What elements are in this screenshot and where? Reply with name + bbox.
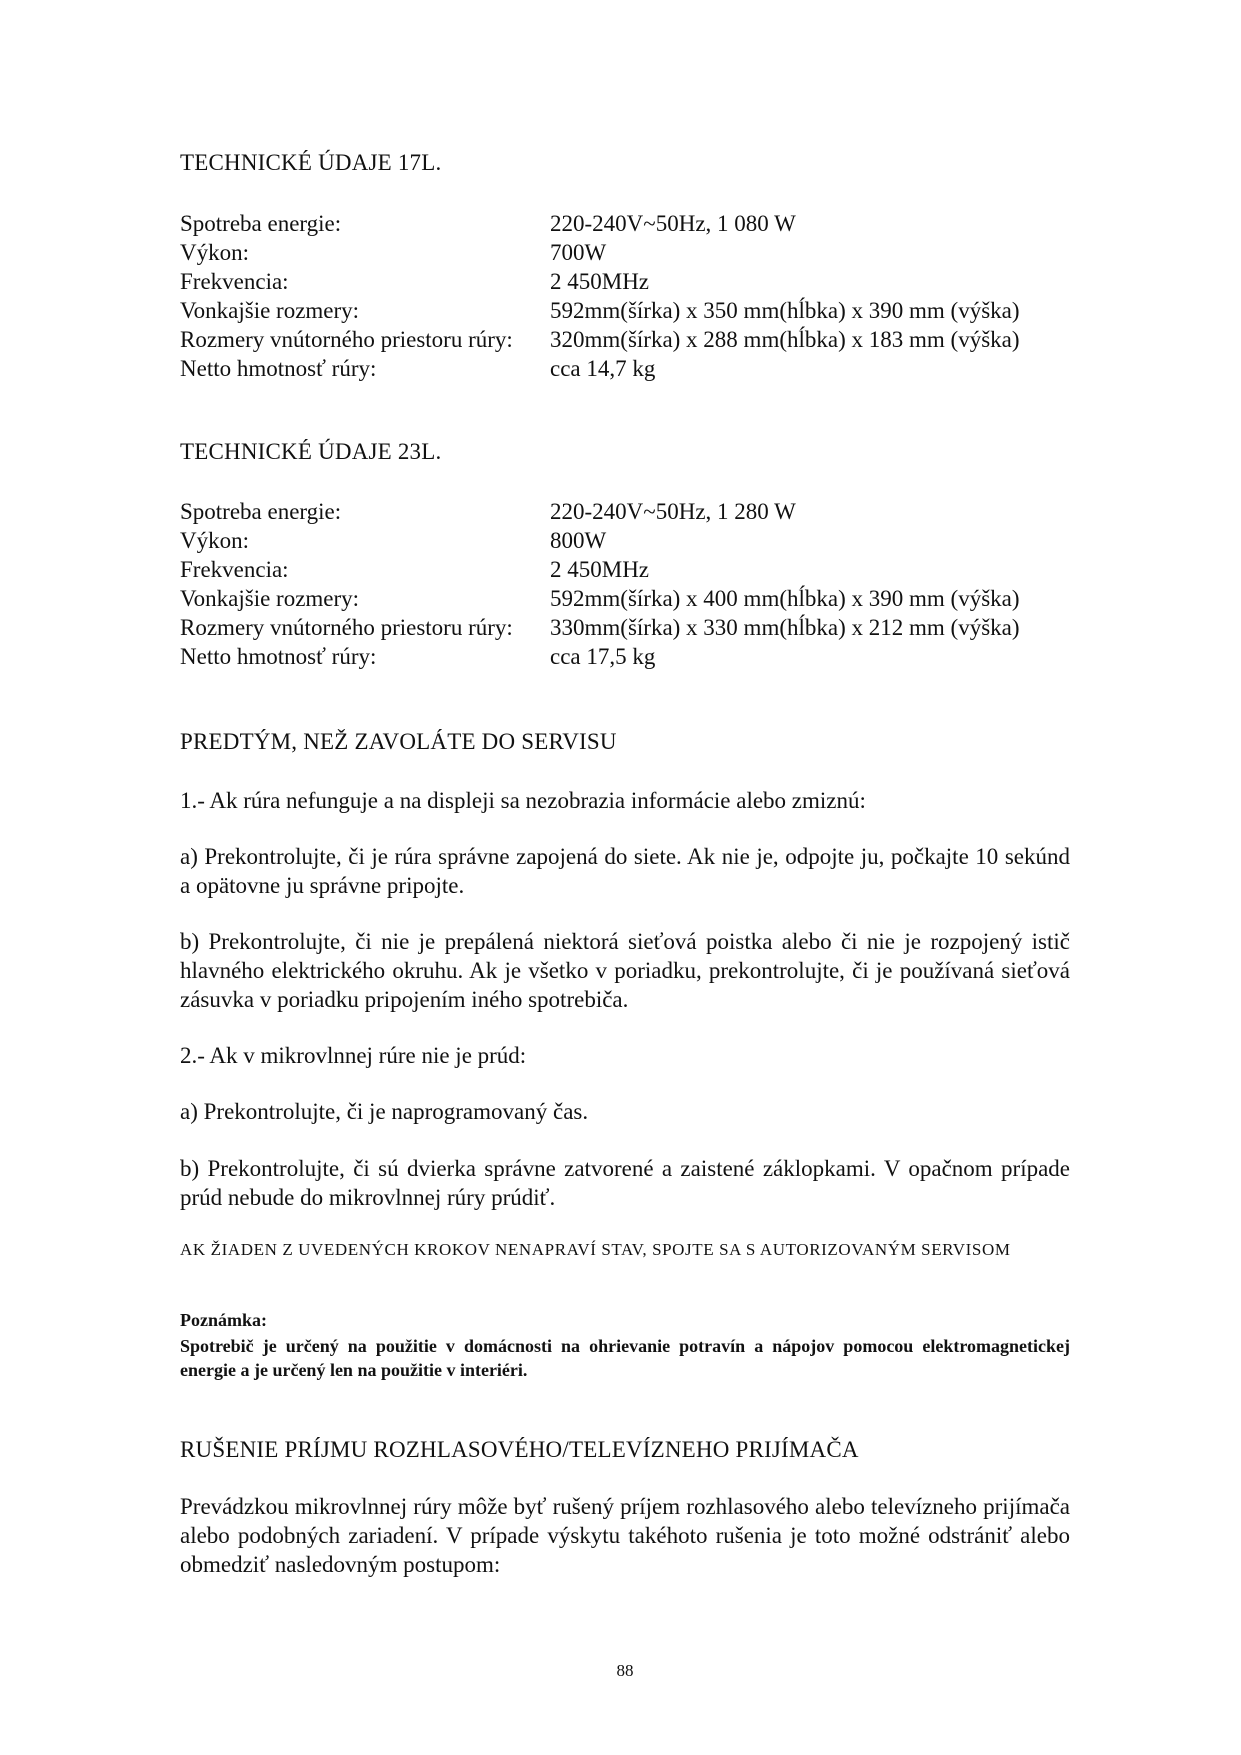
spec-17l-table [180, 209, 1080, 383]
note-body: Spotrebič je určený na použitie v domácnosti na ohrievanie potravín a nápojov pomocou elektromagnetickej energie a je určený len na použitie v interiéri. [180, 1336, 1070, 1380]
spec-row [180, 642, 1080, 671]
spec-label: Výkon: [180, 240, 249, 265]
spec-row [180, 555, 1080, 584]
note-title: Poznámka: [180, 1310, 267, 1330]
spec-label: Netto hmotnosť rúry: [180, 644, 377, 669]
spec-row [180, 296, 1080, 325]
spec-label: Spotreba energie: [180, 499, 342, 524]
service-step-1a: a) Prekontrolujte, či je rúra správne zapojená do siete. Ak nie je, odpojte ju, počkajte 10 sekúnd a opätovne ju správne pripojte. [180, 844, 1070, 898]
spec-label: Vonkajšie rozmery: [180, 586, 360, 611]
spec-label: Výkon: [180, 528, 249, 553]
spec-value: 592mm(šírka) x 350 mm(hĺbka) x 390 mm (výška) [550, 298, 1020, 323]
spec-value: cca 14,7 kg [550, 356, 656, 381]
spec-label: Spotreba energie: [180, 211, 342, 236]
service-step-1b: b) Prekontrolujte, či nie je prepálená niektorá sieťová poistka alebo či nie je rozpojený istič hlavného elektrického okruhu. Ak je všetko v poriadku, prekontrolujte, či je používaná sieťová zásuvka v poriadku pripojením iného spotrebiča. [180, 929, 1070, 1012]
spec-label: Rozmery vnútorného priestoru rúry: [180, 615, 513, 640]
spec-value: 700W [550, 240, 607, 265]
spec-row [180, 584, 1080, 613]
page-number: 88 [616, 1661, 634, 1680]
service-step-2b: b) Prekontrolujte, či sú dvierka správne zatvorené a zaistené záklopkami. V opačnom prípade prúd nebude do mikrovlnnej rúry prúdiť. [180, 1156, 1070, 1210]
spec-label: Vonkajšie rozmery: [180, 298, 360, 323]
spec-value: 2 450MHz [550, 269, 650, 294]
spec-label: Frekvencia: [180, 269, 289, 294]
spec-row [180, 613, 1080, 642]
service-step-1: 1.- Ak rúra nefunguje a na displeji sa nezobrazia informácie alebo zmiznú: [180, 788, 866, 813]
spec-23l-title: TECHNICKÉ ÚDAJE 23L. [180, 439, 442, 464]
spec-row [180, 354, 1080, 383]
service-step-2a: a) Prekontrolujte, či je naprogramovaný čas. [180, 1099, 589, 1124]
spec-row [180, 267, 1080, 296]
spec-23l-table [180, 497, 1080, 671]
spec-value: 220-240V~50Hz, 1 080 W [550, 211, 796, 236]
spec-row [180, 325, 1080, 354]
spec-label: Netto hmotnosť rúry: [180, 356, 377, 381]
spec-value: 592mm(šírka) x 400 mm(hĺbka) x 390 mm (výška) [550, 586, 1020, 611]
spec-row [180, 209, 1080, 238]
spec-row [180, 497, 1080, 526]
interference-section-title: RUŠENIE PRÍJMU ROZHLASOVÉHO/TELEVÍZNEHO PRIJÍMAČA [180, 1437, 859, 1462]
spec-value: 2 450MHz [550, 557, 650, 582]
service-section-title: PREDTÝM, NEŽ ZAVOLÁTE DO SERVISU [180, 729, 617, 754]
spec-row [180, 526, 1080, 555]
spec-label: Frekvencia: [180, 557, 289, 582]
spec-value: 320mm(šírka) x 288 mm(hĺbka) x 183 mm (výška) [550, 327, 1020, 352]
spec-value: cca 17,5 kg [550, 644, 656, 669]
spec-value: 220-240V~50Hz, 1 280 W [550, 499, 796, 524]
spec-value: 800W [550, 528, 607, 553]
spec-row [180, 238, 1080, 267]
spec-label: Rozmery vnútorného priestoru rúry: [180, 327, 513, 352]
spec-value: 330mm(šírka) x 330 mm(hĺbka) x 212 mm (výška) [550, 615, 1020, 640]
spec-17l-title: TECHNICKÉ ÚDAJE 17L. [180, 150, 442, 175]
service-step-2: 2.- Ak v mikrovlnnej rúre nie je prúd: [180, 1043, 527, 1068]
service-contact-note: AK ŽIADEN Z UVEDENÝCH KROKOV NENAPRAVÍ STAV, SPOJTE SA S AUTORIZOVANÝM SERVISOM [180, 1240, 1011, 1259]
interference-paragraph: Prevádzkou mikrovlnnej rúry môže byť rušený príjem rozhlasového alebo televízneho prijímača alebo podobných zariadení. V prípade výskytu takéhoto rušenia je toto možné odstrániť alebo obmedziť nasledovným postupom: [180, 1494, 1070, 1577]
